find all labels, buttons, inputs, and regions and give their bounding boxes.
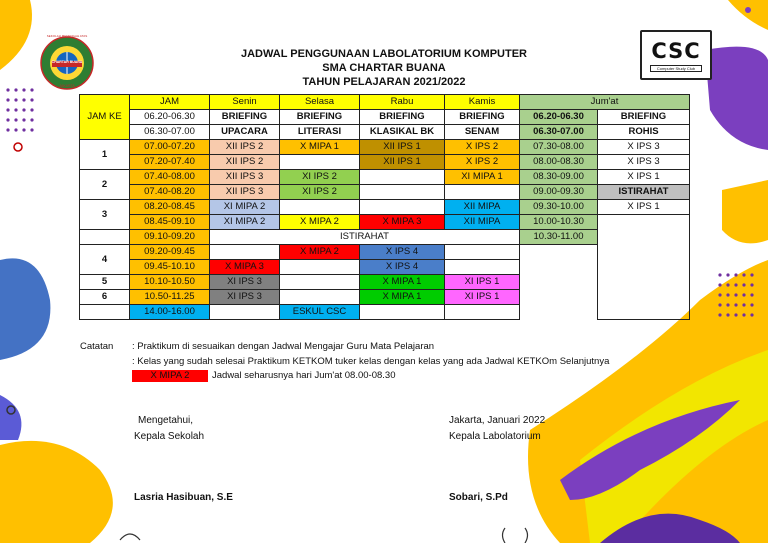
period-number: 4	[80, 245, 130, 275]
school-logo-text-mid: CHARTAR BUANA	[51, 60, 83, 64]
friday-time-cell: 06.20-06.30	[520, 110, 598, 125]
cell-rabu: X IPS 4	[360, 245, 445, 260]
doc-title-line2: SMA CHARTAR BUANA	[322, 62, 446, 74]
sign-right-line1: Jakarta, Januari 2022	[449, 415, 546, 426]
time-cell: 06.20-06.30	[130, 110, 210, 125]
sign-left-line1: Mengetahui,	[138, 415, 194, 426]
sign-right-line2: Kepala Labolatorium	[449, 431, 541, 442]
cell-senin: X MIPA 3	[210, 260, 280, 275]
cell-rabu	[360, 200, 445, 215]
csc-logo-subtext: Computer Study Club	[650, 65, 702, 72]
cell-rabu: XII IPS 1	[360, 140, 445, 155]
cell-rabu: X MIPA 3	[360, 215, 445, 230]
cell-rabu: X MIPA 1	[360, 290, 445, 305]
note-swatch: X MIPA 2	[132, 370, 208, 382]
note-line-3: Jadwal seharusnya hari Jum'at 08.00-08.30	[212, 370, 396, 381]
cell-rabu	[360, 185, 445, 200]
cell-senin: XI IPS 3	[210, 275, 280, 290]
friday-time-cell: 08.30-09.00	[520, 170, 598, 185]
cell-kamis: BRIEFING	[445, 110, 520, 125]
cell-selasa	[280, 155, 360, 170]
friday-class-cell: BRIEFING	[598, 110, 690, 125]
cell-selasa	[280, 260, 360, 275]
cell-kamis: XI IPS 1	[445, 275, 520, 290]
sign-left-line2: Kepala Sekolah	[134, 431, 205, 442]
cell-rabu: KLASIKAL BK	[360, 125, 445, 140]
cell-senin: XII IPS 2	[210, 140, 280, 155]
time-cell: 14.00-16.00	[130, 305, 210, 320]
notes-label: Catatan	[80, 341, 114, 352]
friday-time-cell: 10.00-10.30	[520, 215, 598, 230]
cell-kamis: XII MIPA	[445, 215, 520, 230]
friday-time-cell: 10.30-11.00	[520, 230, 598, 245]
friday-time-cell: 09.00-09.30	[520, 185, 598, 200]
cell-selasa: LITERASI	[280, 125, 360, 140]
school-logo-text-top: SEKOLAH MENENGAH ATAS	[46, 34, 88, 38]
period-number: 3	[80, 200, 130, 230]
cell-rabu: BRIEFING	[360, 110, 445, 125]
friday-time-cell	[520, 245, 598, 320]
cell-selasa: X MIPA 2	[280, 215, 360, 230]
doc-title-line1: JADWAL PENGGUNAAN LABOLATORIUM KOMPUTER	[241, 48, 527, 60]
friday-time-cell: 06.30-07.00	[520, 125, 598, 140]
time-cell: 07.00-07.20	[130, 140, 210, 155]
cell-kamis	[445, 260, 520, 275]
cell-senin: XII IPS 2	[210, 155, 280, 170]
cell-senin: XII IPS 3	[210, 185, 280, 200]
cell-senin: XI MIPA 2	[210, 200, 280, 215]
cell-kamis: X IPS 2	[445, 155, 520, 170]
time-cell: 06.30-07.00	[130, 125, 210, 140]
header-kamis: Kamis	[445, 95, 520, 110]
cell-kamis: XI MIPA 1	[445, 170, 520, 185]
header-selasa: Selasa	[280, 95, 360, 110]
cell-senin	[210, 245, 280, 260]
table-row	[80, 215, 690, 230]
header-senin: Senin	[210, 95, 280, 110]
break-cell: ISTIRAHAT	[210, 230, 520, 245]
table-row	[80, 125, 690, 140]
time-cell: 10.10-10.50	[130, 275, 210, 290]
cell-selasa: X MIPA 1	[280, 140, 360, 155]
table-row	[80, 110, 690, 125]
time-cell: 08.20-08.45	[130, 200, 210, 215]
table-row	[80, 185, 690, 200]
period-number	[80, 230, 130, 245]
cell-kamis	[445, 245, 520, 260]
friday-class-cell: ROHIS	[598, 125, 690, 140]
cell-kamis: X IPS 2	[445, 140, 520, 155]
sign-left-name: Lasria Hasibuan, S.E	[134, 492, 233, 503]
cell-selasa: XI IPS 2	[280, 185, 360, 200]
cell-selasa: XI IPS 2	[280, 170, 360, 185]
friday-class-cell	[598, 215, 690, 230]
cell-selasa: X MIPA 2	[280, 245, 360, 260]
friday-time-cell: 08.00-08.30	[520, 155, 598, 170]
csc-logo-text: CSC	[651, 39, 701, 63]
friday-class-cell	[598, 230, 690, 320]
cell-senin: XII IPS 3	[210, 170, 280, 185]
friday-class-cell: ISTIRAHAT	[598, 185, 690, 200]
period-number: 6	[80, 290, 130, 305]
period-number: 1	[80, 140, 130, 170]
cell-senin: XI IPS 3	[210, 290, 280, 305]
table-row	[80, 230, 690, 245]
time-cell: 07.40-08.00	[130, 170, 210, 185]
cell-selasa: ESKUL CSC	[280, 305, 360, 320]
header-rabu: Rabu	[360, 95, 445, 110]
cell-kamis: XII MIPA	[445, 200, 520, 215]
note-line-2: : Kelas yang sudah selesai Praktikum KETKOM tuker kelas dengan kelas yang ada Jadwal KETKOm Selanjutnya	[132, 356, 610, 367]
schedule-table	[79, 94, 690, 320]
table-row	[80, 140, 690, 155]
school-logo-text-bottom: JAKARTA	[59, 84, 75, 88]
cell-kamis: XI IPS 1	[445, 290, 520, 305]
period-number: 5	[80, 275, 130, 290]
friday-time-cell: 07.30-08.00	[520, 140, 598, 155]
time-cell: 08.45-09.10	[130, 215, 210, 230]
cell-senin	[210, 305, 280, 320]
table-row	[80, 155, 690, 170]
cell-kamis	[445, 185, 520, 200]
period-number: 2	[80, 170, 130, 200]
friday-class-cell: X IPS 1	[598, 200, 690, 215]
header-jam-ke: JAM KE	[80, 95, 130, 140]
cell-rabu: X IPS 4	[360, 260, 445, 275]
time-cell: 09.20-09.45	[130, 245, 210, 260]
note-line-1: : Praktikum di sesuaikan dengan Jadwal Mengajar Guru Mata Pelajaran	[132, 341, 435, 352]
header-jam: JAM	[130, 95, 210, 110]
cell-senin: XI MIPA 2	[210, 215, 280, 230]
cell-selasa	[280, 200, 360, 215]
cell-senin: BRIEFING	[210, 110, 280, 125]
time-cell: 09.10-09.20	[130, 230, 210, 245]
cell-kamis: SENAM	[445, 125, 520, 140]
sign-right-name: Sobari, S.Pd	[449, 492, 508, 503]
table-row	[80, 170, 690, 185]
cell-rabu	[360, 305, 445, 320]
time-cell: 07.40-08.20	[130, 185, 210, 200]
cell-senin: UPACARA	[210, 125, 280, 140]
table-row	[80, 200, 690, 215]
cell-selasa	[280, 275, 360, 290]
friday-time-cell: 09.30-10.00	[520, 200, 598, 215]
time-cell: 09.45-10.10	[130, 260, 210, 275]
header-jumat: Jum'at	[520, 95, 690, 110]
cell-selasa	[280, 290, 360, 305]
cell-kamis	[445, 305, 520, 320]
doc-title-line3: TAHUN PELAJARAN 2021/2022	[302, 76, 466, 88]
friday-class-cell: X IPS 3	[598, 140, 690, 155]
cell-rabu: X MIPA 1	[360, 275, 445, 290]
time-cell: 07.20-07.40	[130, 155, 210, 170]
friday-class-cell: X IPS 1	[598, 170, 690, 185]
cell-rabu	[360, 170, 445, 185]
friday-class-cell: X IPS 3	[598, 155, 690, 170]
cell-selasa: BRIEFING	[280, 110, 360, 125]
time-cell: 10.50-11.25	[130, 290, 210, 305]
table-row	[80, 95, 690, 110]
period-number	[80, 305, 130, 320]
cell-rabu: XII IPS 1	[360, 155, 445, 170]
